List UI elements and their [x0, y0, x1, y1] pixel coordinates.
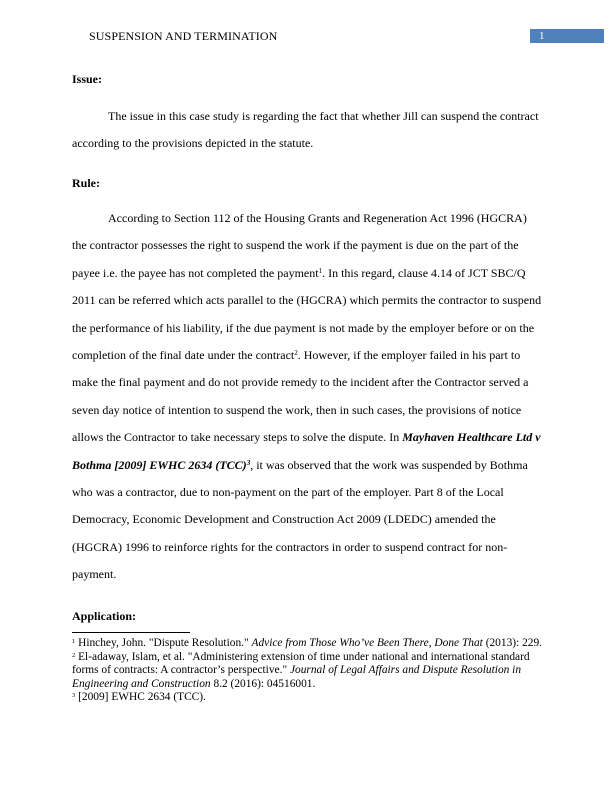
footnote-ref-2[interactable]: 2 — [294, 349, 298, 358]
rule-heading: Rule: — [72, 176, 100, 190]
footnote-number: 2 — [72, 651, 76, 659]
footnote-ref-1[interactable]: 1 — [318, 266, 323, 275]
footnote-1 — [72, 637, 542, 651]
footnote-text: El-adaway, Islam, et al. "Administering extension of time under national and international standard forms of contracts: A contractor’s perspective." — [72, 650, 530, 677]
footnote-title: Journal of Legal Affairs and Dispute Resolution in Engineering and Construction — [72, 664, 522, 690]
footnote-text: 8.2 (2016): 04516001. — [210, 677, 316, 690]
issue-heading: Issue: — [72, 72, 103, 86]
page-number-badge: 1 — [530, 29, 604, 43]
footnote-number: 1 — [72, 638, 76, 645]
running-head: SUSPENSION AND TERMINATION — [89, 29, 278, 43]
case-name: Mayhaven Healthcare Ltd v Bothma [2009] EWHC 2634 (TCC) — [72, 430, 541, 472]
footnote-title: Advice from Those Who’ve Been There, Done That — [251, 637, 483, 649]
rule-paragraph — [72, 205, 542, 589]
rule-text-4: , it was observed that the work was suspended by Bothma who was a contractor, due to non-payment on the part of the employer. Part 8 of the Local Democracy, Economic Development and Construction Act 2009 (LDEDC) amended the (HGCRA) 1996 to reinforce rights for the contractors in order to suspend contract for non-payment. — [72, 457, 528, 582]
issue-paragraph — [72, 103, 542, 158]
footnote-text: [2009] EWHC 2634 (TCC). — [75, 691, 206, 704]
rule-text-2: . In this regard, clause 4.14 of JCT SBC/Q 2011 can be referred which acts parallel to the (HGCRA) which permits the contractor to suspend the performance of his liability, if the due payment is not made by the employer before or on the completion of the final date under the contract — [72, 265, 542, 363]
rule-text-3: . However, if the employer failed in his part to make the final payment and do not provide remedy to the incident after the Contractor served a seven day notice of intention to suspend the work, then in such cases, the provisions of notice allows the Contractor to take necessary steps to solve the dispute. In — [72, 348, 529, 445]
application-heading: Application: — [72, 609, 137, 623]
footnote-text: Hinchey, John. "Dispute Resolution." — [75, 637, 252, 649]
footnote-3 — [72, 691, 542, 705]
footnote-2 — [72, 651, 542, 692]
issue-text: The issue in this case study is regarding the fact that whether Jill can suspend the contract according to the provisions depicted in the statute. — [72, 109, 539, 151]
rule-text-1: According to Section 112 of the Housing Grants and Regeneration Act 1996 (HGCRA) the contractor possesses the right to suspend the work if the payment is due on the part of the payee i.e. the payee has not completed the payment — [72, 211, 527, 280]
footnotes — [72, 637, 542, 705]
footnote-ref-3[interactable]: 3 — [246, 458, 251, 467]
footnote-number: 3 — [72, 692, 76, 700]
footnote-separator — [72, 632, 190, 633]
footnote-text: (2013): 229. — [482, 637, 543, 649]
